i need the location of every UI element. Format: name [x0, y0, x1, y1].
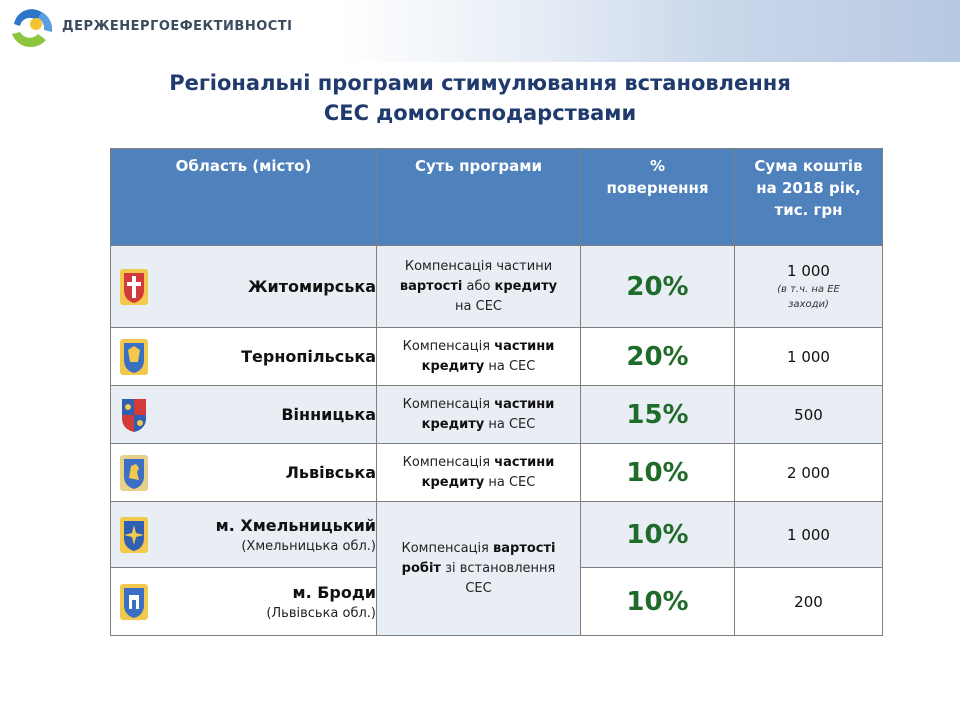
- table-header-row: [111, 149, 883, 246]
- pct-cell: 10%: [581, 444, 735, 502]
- brody-coat-of-arms-icon: [119, 583, 149, 621]
- page-title: [60, 68, 900, 128]
- region-subtitle: (Хмельницька обл.): [241, 538, 376, 554]
- table-row: [111, 386, 883, 444]
- amount-cell: 500: [735, 386, 883, 444]
- amount-cell: 1 000: [735, 328, 883, 386]
- region-cell: [111, 568, 377, 636]
- energy-logo-icon: [6, 4, 56, 50]
- region-name: Тернопільська: [241, 347, 376, 366]
- programs-table: [110, 148, 883, 636]
- region-name: Вінницька: [281, 405, 376, 424]
- lviv-coat-of-arms-icon: [119, 454, 149, 492]
- header-essence: Суть програми: [377, 149, 581, 246]
- region-name: м. Хмельницький: [215, 515, 376, 535]
- essence-cell-merged: Компенсація вартості робіт зі встановлення СЕС: [377, 502, 581, 636]
- header-amount: Сума коштів на 2018 рік, тис. грн: [735, 149, 883, 246]
- ternopil-coat-of-arms-icon: [119, 338, 149, 376]
- region-subtitle: (Львівська обл.): [266, 605, 376, 621]
- region-name: Львівська: [285, 463, 376, 482]
- region-cell: [111, 444, 377, 502]
- table-row: [111, 444, 883, 502]
- region-name: м. Броди: [292, 582, 376, 602]
- essence-cell: Компенсація частини кредиту на СЕС: [377, 444, 581, 502]
- header-region: Область (місто): [111, 149, 377, 246]
- amount-cell: 200: [735, 568, 883, 636]
- region-name: Житомирська: [247, 277, 376, 296]
- zhytomyr-coat-of-arms-icon: [119, 268, 149, 306]
- amount-note: (в т.ч. на ЕЕ заходи): [777, 283, 840, 310]
- essence-cell: Компенсація частини кредиту на СЕС: [377, 386, 581, 444]
- page-title-line-2: СЕС домогосподарствами: [323, 101, 637, 125]
- table-row: [111, 502, 883, 568]
- pct-cell: 10%: [581, 502, 735, 568]
- essence-cell: Компенсація частини вартості або кредиту на СЕС: [377, 246, 581, 328]
- region-cell: [111, 386, 377, 444]
- pct-cell: 20%: [581, 328, 735, 386]
- pct-cell: 20%: [581, 246, 735, 328]
- pct-cell: 15%: [581, 386, 735, 444]
- amount-cell: 1 000 (в т.ч. на ЕЕ заходи): [735, 246, 883, 328]
- page-title-line-1: Регіональні програми стимулювання встановлення: [169, 71, 791, 95]
- region-cell: [111, 328, 377, 386]
- vinnytsia-coat-of-arms-icon: [119, 396, 149, 434]
- khmelnytskyi-coat-of-arms-icon: [119, 516, 149, 554]
- table-row: [111, 328, 883, 386]
- region-cell: [111, 502, 377, 568]
- region-cell: [111, 246, 377, 328]
- org-name: ДЕРЖЕНЕРГОЕФЕКТИВНОСТІ: [62, 19, 293, 34]
- amount-cell: 2 000: [735, 444, 883, 502]
- essence-cell: Компенсація частини кредиту на СЕС: [377, 328, 581, 386]
- amount-cell: 1 000: [735, 502, 883, 568]
- pct-cell: 10%: [581, 568, 735, 636]
- table-row: [111, 246, 883, 328]
- header-pct: % повернення: [581, 149, 735, 246]
